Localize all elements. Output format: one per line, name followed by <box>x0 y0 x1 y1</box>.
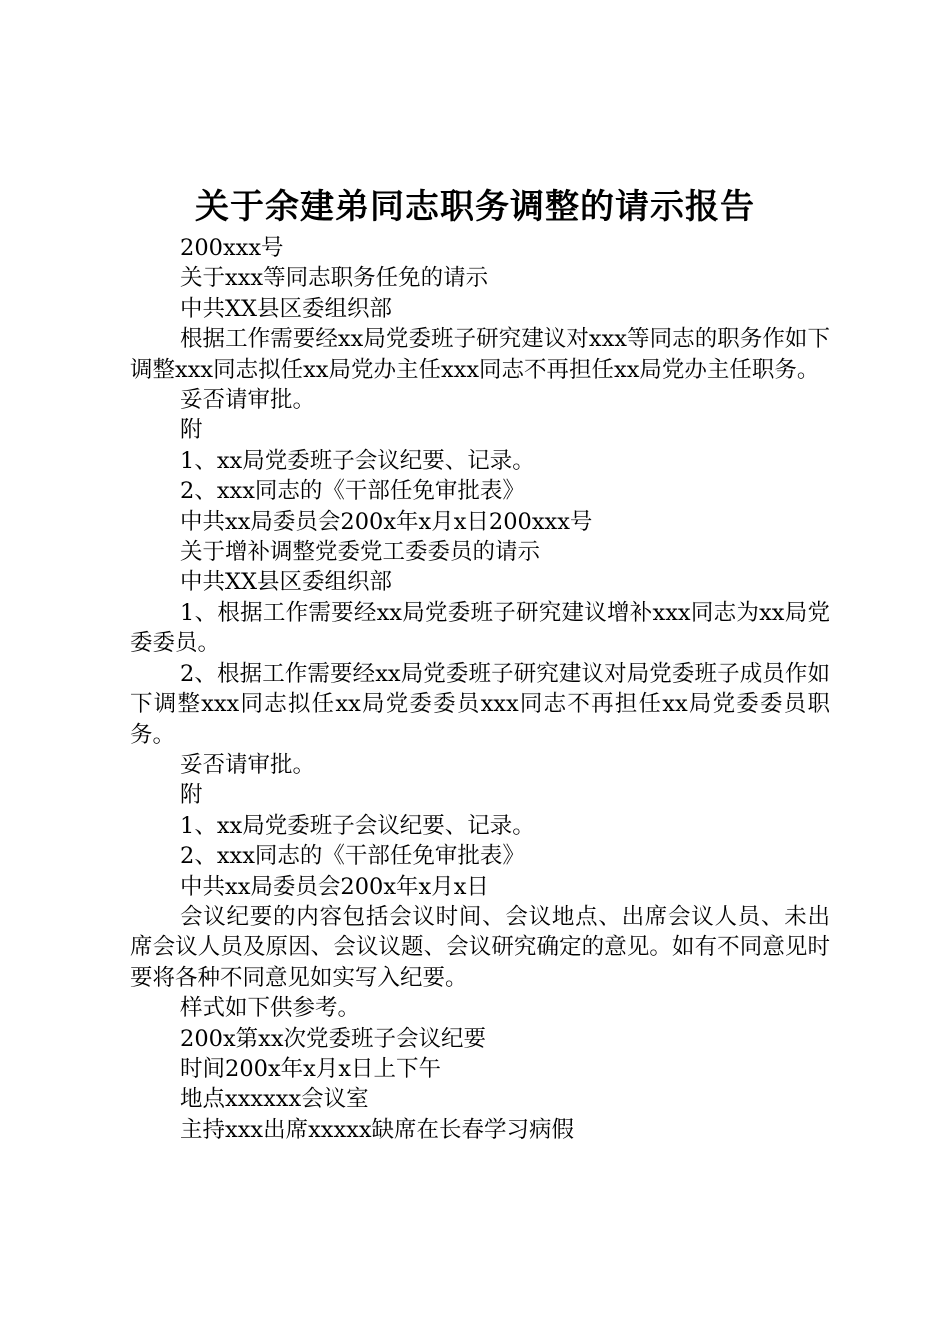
paragraph-recipient: 中共XX县区委组织部 <box>180 569 393 596</box>
document-title: 关于余建弟同志职务调整的请示报告 <box>195 187 755 227</box>
paragraph-doc-number: 200xxx号 <box>180 235 284 261</box>
paragraph-minutes-time: 时间200x年x月x日上下午 <box>180 1055 442 1082</box>
paragraph-attachment-item: 1、xx局党委班子会议纪要、记录。 <box>180 447 535 474</box>
paragraph-content: 根据工作需要经xx局党委班子研究建议对xxx等同志的职务作如下调整xxx同志拟任xx局党办主任xxx同志不再担任xx局党办主任职务。 <box>130 326 830 383</box>
paragraph-attachment-heading: 附 <box>180 782 203 809</box>
document-body <box>130 233 830 1145</box>
paragraph-attachment-item: 2、xxx同志的《干部任免审批表》 <box>180 843 525 870</box>
paragraph-signature-date: 中共xx局委员会200x年x月x日200xxx号 <box>180 508 593 535</box>
paragraph-minutes-location: 地点xxxxxx会议室 <box>180 1086 369 1113</box>
paragraph-attachment-heading: 附 <box>180 417 203 444</box>
paragraph-minutes-title: 200x第xx次党委班子会议纪要 <box>180 1025 487 1052</box>
paragraph-content: 样式如下供参考。 <box>180 995 361 1022</box>
paragraph-content: 2、根据工作需要经xx局党委班子研究建议对局党委班子成员作如下调整xxx同志拟任xx局党委委员xxx同志不再担任xx局党委委员职务。 <box>130 660 830 748</box>
paragraph-attachment-item: 2、xxx同志的《干部任免审批表》 <box>180 478 525 505</box>
paragraph-content: 1、根据工作需要经xx局党委班子研究建议增补xxx同志为xx局党委委员。 <box>130 599 830 657</box>
paragraph-content: 会议纪要的内容包括会议时间、会议地点、出席会议人员、未出席会议人员及原因、会议议题、会议研究确定的意见。如有不同意见时要将各种不同意见如实写入纪要。 <box>130 903 830 991</box>
paragraph-approval-request: 妥否请审批。 <box>180 387 316 414</box>
paragraph-attachment-item: 1、xx局党委班子会议纪要、记录。 <box>180 812 535 839</box>
paragraph-request-title: 关于增补调整党委党工委委员的请示 <box>180 539 541 566</box>
paragraph-recipient: 中共XX县区委组织部 <box>180 295 393 322</box>
paragraph-signature-date: 中共xx局委员会200x年x月x日 <box>180 873 489 900</box>
paragraph-approval-request: 妥否请审批。 <box>180 751 316 778</box>
paragraph-minutes-attendance: 主持xxx出席xxxxx缺席在长春学习病假 <box>180 1116 575 1143</box>
paragraph-request-title: 关于xxx等同志职务任免的请示 <box>180 265 489 292</box>
